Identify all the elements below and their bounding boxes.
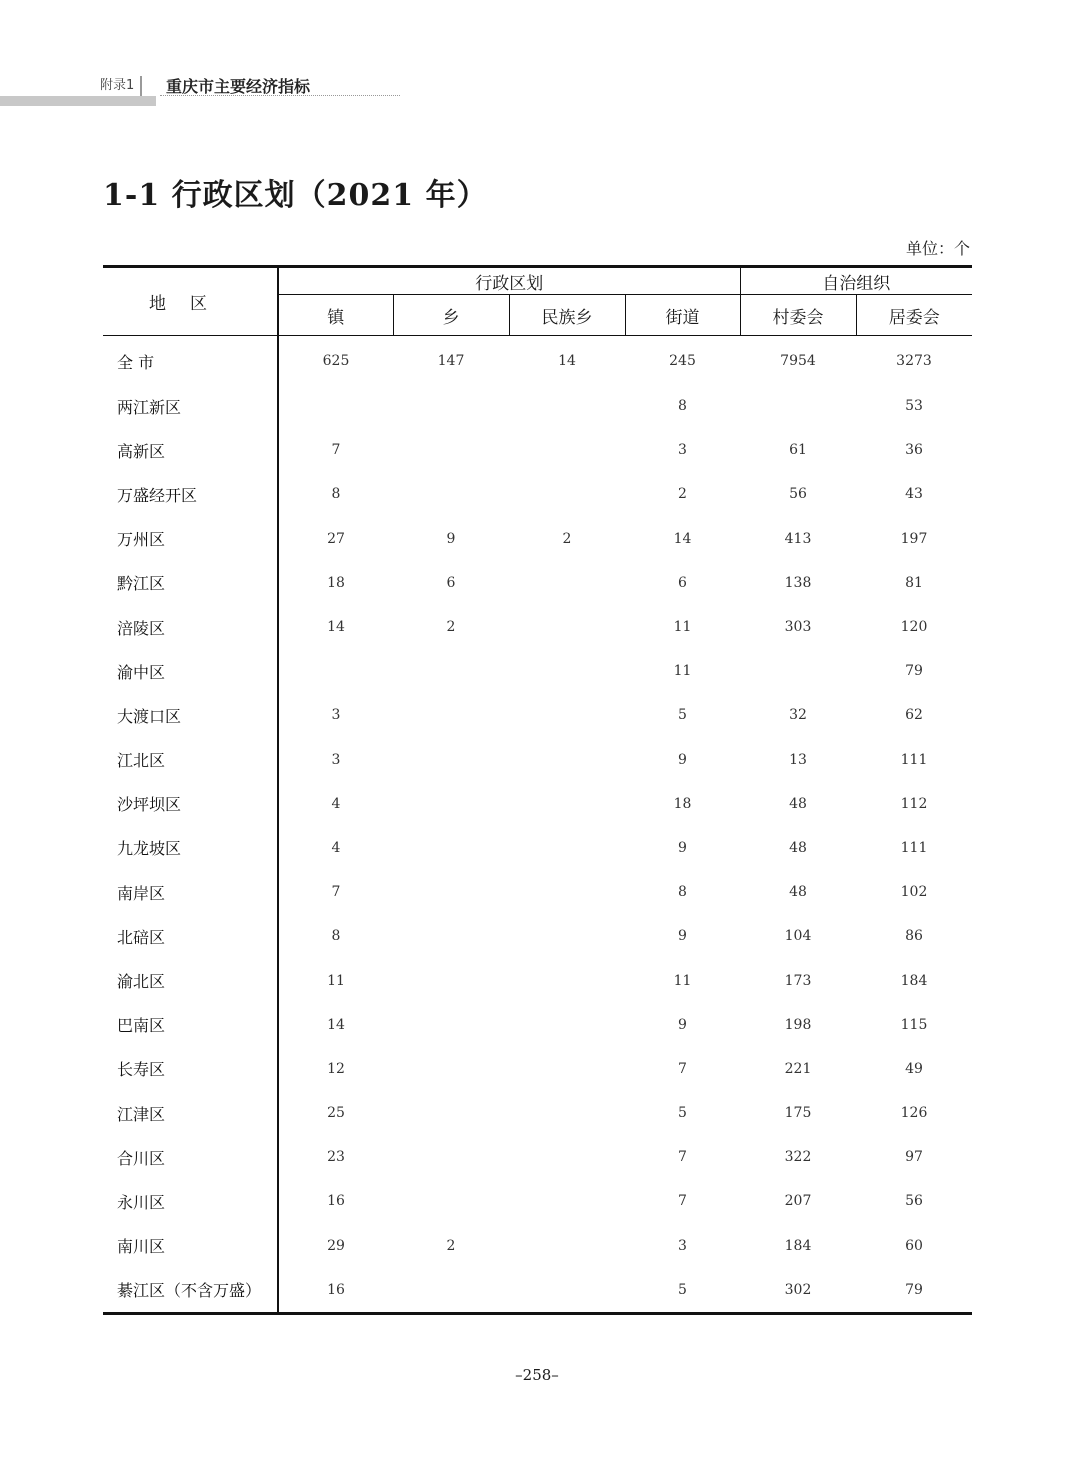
table-cell: 302 — [784, 1281, 812, 1298]
table-cell — [393, 384, 509, 428]
table-cell: 32 — [789, 707, 807, 724]
table-cell — [509, 472, 625, 516]
table-cell: 147 — [437, 353, 465, 369]
table-cell — [509, 561, 625, 605]
table-cell: 2 — [446, 619, 456, 636]
table-cell: 3 — [331, 751, 341, 768]
table-row — [103, 870, 972, 914]
table-row — [103, 561, 972, 605]
table-cell: 111 — [900, 751, 928, 768]
table-cell — [393, 738, 509, 782]
table-cell: 175 — [784, 1105, 812, 1122]
table-cell — [393, 1179, 509, 1223]
table-cell: 3 — [331, 707, 341, 724]
table-cell — [393, 1135, 509, 1179]
table-cell: 9 — [446, 530, 456, 547]
table-cell — [393, 1003, 509, 1047]
table-cell: 7 — [678, 1193, 687, 1210]
table-cell — [509, 384, 625, 428]
table-row — [103, 826, 972, 870]
table-cell — [509, 958, 625, 1002]
region-name: 江津区 — [103, 1091, 278, 1135]
table-cell: 11 — [327, 972, 345, 989]
table-cell: 86 — [905, 928, 923, 945]
table-cell: 62 — [905, 707, 923, 724]
table-body — [103, 336, 972, 1314]
table-cell: 8 — [678, 884, 687, 901]
table-cell: 625 — [322, 353, 350, 369]
table-cell: 3 — [678, 1237, 687, 1254]
table-cell — [509, 1268, 625, 1314]
table-cell: 2 — [562, 530, 572, 547]
region-name: 北碚区 — [103, 914, 278, 958]
region-name: 黔江区 — [103, 561, 278, 605]
table-cell: 7 — [678, 1060, 687, 1077]
region-name: 渝中区 — [103, 649, 278, 693]
table-row — [103, 336, 972, 385]
region-name: 两江新区 — [103, 384, 278, 428]
table-cell — [509, 1179, 625, 1223]
table-cell: 16 — [327, 1193, 345, 1210]
table-cell: 14 — [558, 353, 576, 369]
table-cell: 3 — [678, 442, 687, 459]
table-row — [103, 428, 972, 472]
table-cell — [509, 738, 625, 782]
table-cell: 104 — [784, 928, 812, 945]
region-name: 江北区 — [103, 738, 278, 782]
table-cell: 8 — [678, 398, 687, 415]
table-cell — [509, 870, 625, 914]
table-cell: 49 — [905, 1060, 923, 1077]
column-header: 民族乡 — [509, 295, 625, 336]
region-name: 涪陵区 — [103, 605, 278, 649]
page-number: –258– — [515, 1366, 559, 1384]
table-row — [103, 1224, 972, 1268]
column-header: 乡 — [393, 295, 509, 336]
table-cell — [509, 1091, 625, 1135]
table-cell: 197 — [900, 530, 928, 547]
group-header-admin: 行政区划 — [278, 267, 740, 295]
table-cell — [393, 428, 509, 472]
table-cell: 322 — [784, 1149, 812, 1166]
region-name: 高新区 — [103, 428, 278, 472]
group-header-autonomy: 自治组织 — [740, 267, 972, 295]
table-cell: 4 — [331, 795, 341, 812]
table-row — [103, 472, 972, 516]
column-header: 村委会 — [740, 295, 856, 336]
data-table — [103, 265, 972, 1315]
unit-label: 单位：个 — [905, 239, 970, 258]
table-row — [103, 958, 972, 1002]
table-cell: 11 — [673, 663, 692, 680]
table-cell: 173 — [784, 972, 812, 989]
table-cell — [740, 384, 856, 428]
table-cell: 14 — [327, 619, 345, 636]
table-cell: 9 — [678, 751, 687, 768]
table-cell: 7 — [678, 1149, 687, 1166]
table-cell: 7954 — [780, 353, 816, 369]
table-row — [103, 914, 972, 958]
section-title: 重庆市主要经济指标 — [166, 77, 311, 96]
table-cell — [509, 649, 625, 693]
table-cell — [509, 1224, 625, 1268]
table-cell — [509, 782, 625, 826]
table-cell: 53 — [905, 398, 923, 415]
column-header: 居委会 — [856, 295, 972, 336]
table-cell: 112 — [900, 795, 928, 812]
table-cell — [509, 826, 625, 870]
table-cell: 120 — [900, 619, 928, 636]
table-cell: 303 — [784, 619, 812, 636]
table-cell — [393, 1091, 509, 1135]
table-cell: 8 — [331, 928, 341, 945]
table-cell: 6 — [678, 574, 687, 591]
table-cell: 198 — [784, 1016, 812, 1033]
table-row — [103, 1268, 972, 1314]
table-row — [103, 693, 972, 737]
table-cell: 102 — [900, 884, 928, 901]
table-cell: 11 — [673, 619, 692, 636]
table-cell: 14 — [327, 1016, 345, 1033]
table-cell: 111 — [900, 839, 928, 856]
table-cell: 115 — [900, 1016, 928, 1033]
table-row — [103, 782, 972, 826]
table-cell: 81 — [905, 574, 923, 591]
table-cell: 43 — [905, 486, 923, 503]
table-row — [103, 738, 972, 782]
table-cell: 138 — [784, 574, 812, 591]
table-cell: 4 — [331, 839, 341, 856]
region-name: 永川区 — [103, 1179, 278, 1223]
table-row — [103, 649, 972, 693]
region-column-header: 地区 — [103, 267, 278, 336]
table-cell: 48 — [789, 884, 807, 901]
header-band — [0, 96, 156, 106]
region-name: 长寿区 — [103, 1047, 278, 1091]
region-name: 全 市 — [103, 336, 278, 385]
table-cell: 79 — [905, 1281, 923, 1298]
table-cell: 184 — [900, 972, 928, 989]
table-cell: 6 — [446, 574, 456, 591]
table-cell — [278, 384, 393, 428]
table-cell — [509, 693, 625, 737]
table-cell: 56 — [905, 1193, 923, 1210]
header-rule — [160, 95, 400, 96]
table-cell — [393, 472, 509, 516]
table-cell: 207 — [784, 1193, 812, 1210]
table-cell — [393, 914, 509, 958]
table-cell: 29 — [327, 1237, 345, 1254]
table-cell: 12 — [327, 1060, 345, 1077]
table-cell: 48 — [789, 795, 807, 812]
table-cell — [509, 1135, 625, 1179]
table-cell: 60 — [905, 1237, 923, 1254]
table-cell: 3273 — [896, 353, 932, 369]
table-cell: 7 — [331, 442, 341, 459]
table-cell — [393, 782, 509, 826]
table-cell: 413 — [784, 530, 812, 547]
table-row — [103, 1135, 972, 1179]
region-name: 九龙坡区 — [103, 826, 278, 870]
table-cell — [509, 1047, 625, 1091]
section-tag: 附录1 — [94, 76, 142, 96]
table-cell — [393, 958, 509, 1002]
region-name: 万州区 — [103, 517, 278, 561]
table-cell: 9 — [678, 839, 687, 856]
table-cell: 56 — [789, 486, 807, 503]
table-cell: 5 — [678, 1281, 687, 1298]
table-cell: 184 — [784, 1237, 812, 1254]
table-cell: 11 — [673, 972, 692, 989]
table-row — [103, 1179, 972, 1223]
region-name: 南川区 — [103, 1224, 278, 1268]
table-cell — [393, 870, 509, 914]
table-cell — [393, 826, 509, 870]
table-cell: 126 — [900, 1105, 928, 1122]
region-name: 合川区 — [103, 1135, 278, 1179]
table-cell: 5 — [678, 1105, 687, 1122]
table-row — [103, 517, 972, 561]
table-cell — [393, 1047, 509, 1091]
table-row — [103, 1047, 972, 1091]
table-cell: 9 — [678, 928, 687, 945]
table-cell: 8 — [331, 486, 341, 503]
region-name: 南岸区 — [103, 870, 278, 914]
table-cell: 27 — [327, 530, 345, 547]
table-cell — [509, 1003, 625, 1047]
table-cell: 5 — [678, 707, 687, 724]
table-cell — [393, 693, 509, 737]
table-cell: 2 — [446, 1237, 456, 1254]
page-title: 1-1 行政区划（2021 年） — [103, 178, 488, 213]
region-name: 綦江区（不含万盛） — [103, 1268, 278, 1314]
table-cell — [740, 649, 856, 693]
table-cell — [393, 1268, 509, 1314]
table-cell — [509, 605, 625, 649]
table-cell: 14 — [673, 530, 692, 547]
table-row — [103, 605, 972, 649]
region-name: 巴南区 — [103, 1003, 278, 1047]
table-cell: 23 — [327, 1149, 345, 1166]
table-row — [103, 1091, 972, 1135]
column-header: 街道 — [625, 295, 740, 336]
table-cell: 18 — [327, 574, 345, 591]
region-name: 大渡口区 — [103, 693, 278, 737]
table-cell — [278, 649, 393, 693]
table-cell — [509, 914, 625, 958]
table-cell: 16 — [327, 1281, 345, 1298]
region-name: 万盛经开区 — [103, 472, 278, 516]
table-cell: 79 — [905, 663, 923, 680]
table-cell: 9 — [678, 1016, 687, 1033]
table-cell — [393, 649, 509, 693]
table-cell: 245 — [669, 353, 696, 369]
table-cell: 48 — [789, 839, 807, 856]
table-cell — [509, 428, 625, 472]
table-cell: 97 — [905, 1149, 923, 1166]
table-cell: 13 — [789, 751, 807, 768]
region-name: 沙坪坝区 — [103, 782, 278, 826]
table-cell: 36 — [905, 442, 923, 459]
table-cell: 25 — [327, 1105, 345, 1122]
table-cell: 61 — [789, 442, 807, 459]
table-cell: 221 — [784, 1060, 812, 1077]
table-row — [103, 1003, 972, 1047]
table-cell: 2 — [678, 486, 687, 503]
region-name: 渝北区 — [103, 958, 278, 1002]
column-header: 镇 — [278, 295, 393, 336]
table-cell: 7 — [331, 884, 341, 901]
table-cell: 18 — [673, 795, 692, 812]
table-row — [103, 384, 972, 428]
